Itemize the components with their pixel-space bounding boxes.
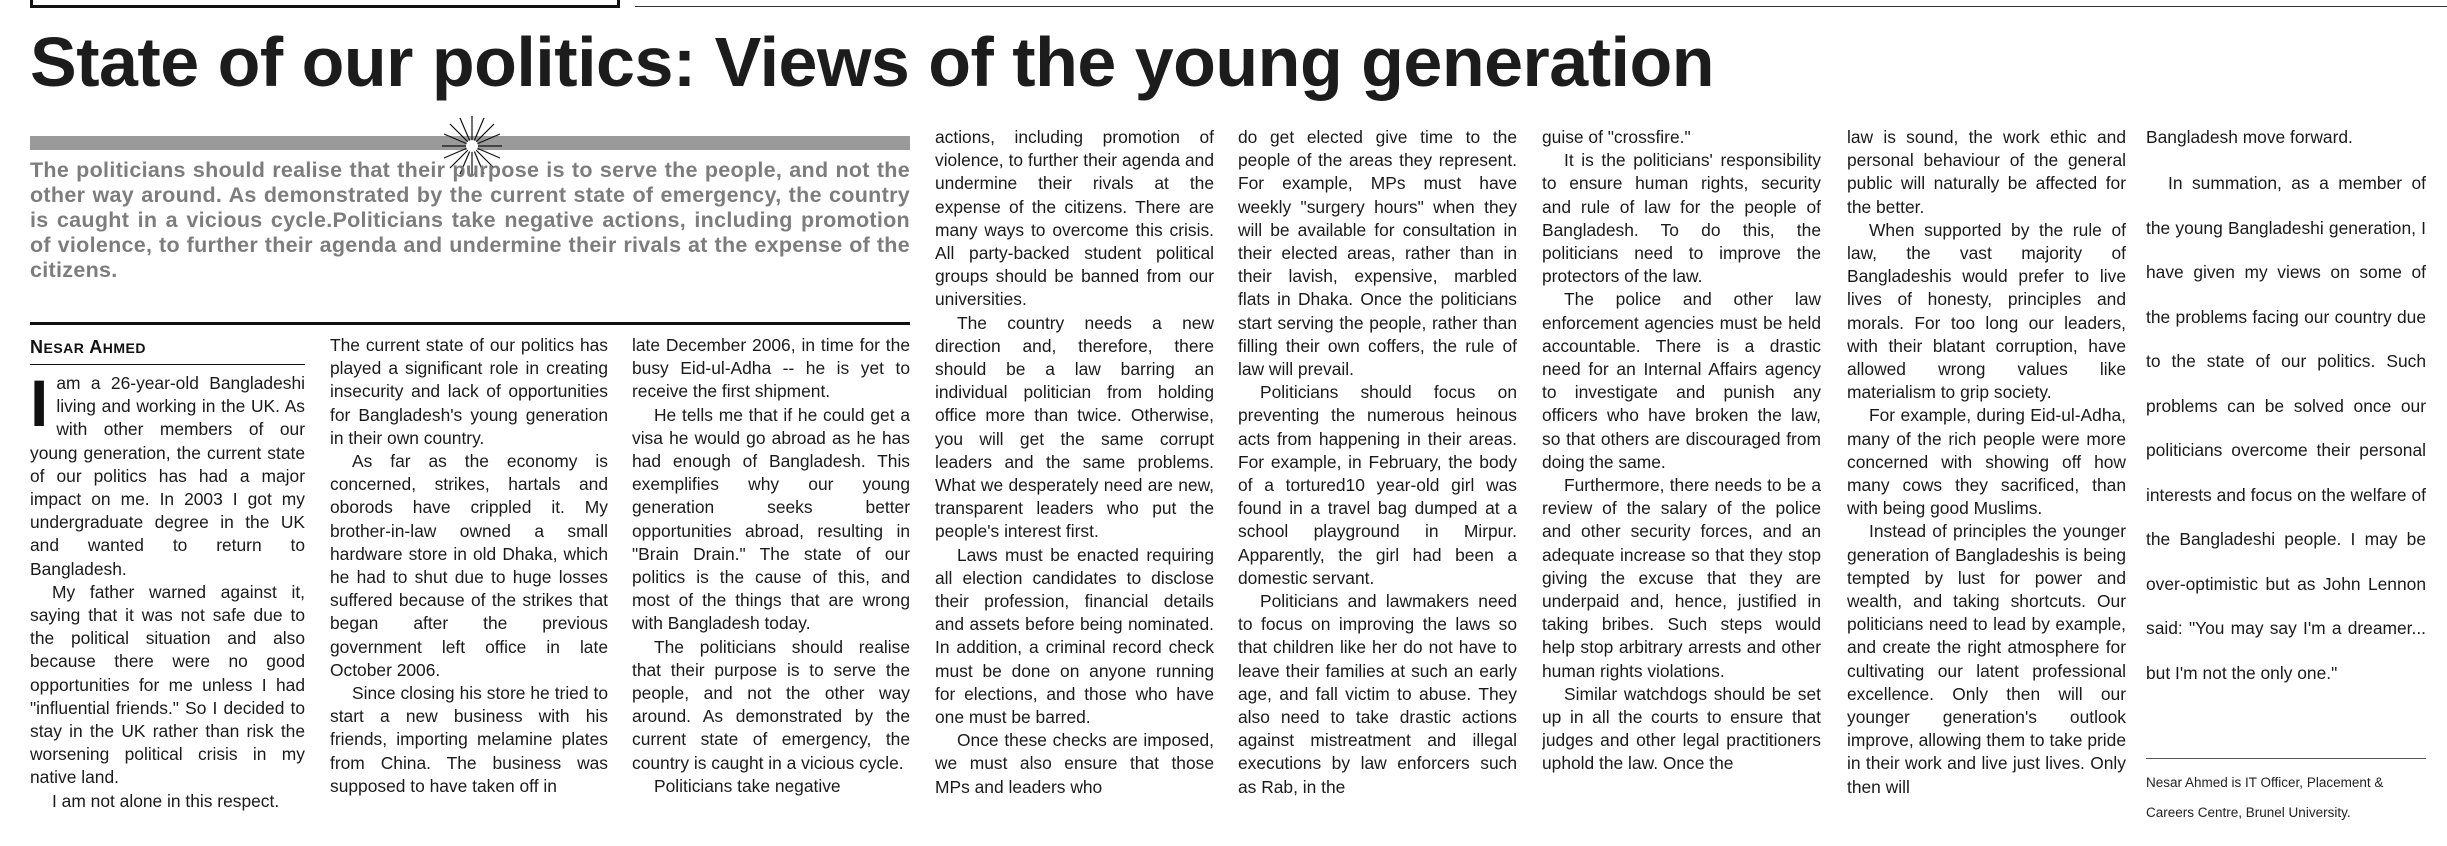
article-column-5 (1238, 126, 1517, 846)
paragraph: Politicians and lawmakers need to focus on improving the laws so that children like her do not have to leave their families at such an early age, and fall victim to abuse. They also need to take drastic actions against mistreatment and illegal executions by law enforcers such as Rab, in the (1238, 591, 1517, 797)
paragraph: As far as the economy is concerned, strikes, hartals and oborods have crippled it. My brother-in-law owned a small hardware store in old Dhaka, which he had to shut due to huge losses suffered because of the strikes that began after the previous government left office in late October 2006. (330, 451, 608, 680)
paragraph (30, 372, 305, 581)
article-column-6 (1542, 126, 1821, 846)
article-column-3 (632, 334, 910, 846)
paragraph: Since closing his store he tried to start a new business with his friends, importing melamine plates from China. The business was supposed to have taken off in (330, 683, 608, 796)
paragraph: The police and other law enforcement agencies must be held accountable. There is a drastic need for an Internal Affairs agency to investigate and punish any officers who have broken the law, so that others are discouraged from doing the same. (1542, 289, 1821, 472)
author-footnote: Nesar Ahmed is IT Officer, Placement & Careers Centre, Brunel University. (2146, 775, 2384, 820)
top-hairline (635, 6, 2447, 7)
paragraph: In summation, as a member of the young Bangladeshi generation, I have given my views on some of the problems facing our country due to the state of our politics. Such problems can be solved once our politicians overcome their personal interests and focus on the welfare of the Bangladeshi people. I may be over-optimistic but as John Lennon said: "You may say I'm a dreamer... but I'm not the only one." (2146, 173, 2426, 683)
paragraph: It is the politicians' responsibility to ensure human rights, security and rule of law for the people of Bangladesh. To do this, the politicians need to improve the protectors of the law. (1542, 150, 1821, 287)
paragraph: Furthermore, there needs to be a review of the salary of the police and other security forces, and an adequate increase so that they stop giving the excuse that they are underpaid and, hence, justified in taking bribes. Such steps would help stop arbitrary arrests and other human rights violations. (1542, 475, 1821, 681)
paragraph: guise of "crossfire." (1542, 127, 1691, 147)
paragraph: Once these checks are imposed, we must also ensure that those MPs and leaders who (935, 730, 1214, 797)
paragraph: do get elected give time to the people of the areas they represent. For example, MPs must have weekly "surgery hours" when they will be available for consultation in their elected areas, rather than in their lavish, expensive, marbled flats in Dhaka. Once the politicians start serving the people, rather than filling their own coffers, the rule of law will prevail. (1238, 127, 1517, 380)
article-column-4 (935, 126, 1214, 846)
paragraph: actions, including promotion of violence, to further their agenda and undermine their rivals at the expense of the citizens. There are many ways to overcome this crisis. All party-backed student political groups should be banned from our universities. (935, 127, 1214, 310)
paragraph: My father warned against it, saying that it was not safe due to the political situation and also because there were no good opportunities for me unless I had "influential friends." So I decided to stay in the UK rather than risk the worsening political crisis in my native land. (30, 581, 305, 788)
article-column-2 (330, 334, 608, 846)
paragraph: The politicians should realise that their purpose is to serve the people, and not the other way around. As demonstrated by the current state of emergency, the country is caught in a vicious cycle. (632, 636, 910, 773)
paragraph: Similar watchdogs should be set up in all the courts to ensure that judges and other legal practitioners uphold the law. Once the (1542, 683, 1821, 774)
paragraph: Laws must be enacted requiring all election candidates to disclose their profession, financial details and assets before being nominated. In addition, a criminal record check must be done on anyone running for elections, and those who have one must be barred. (935, 544, 1214, 728)
article-column-1 (30, 372, 305, 846)
standfirst-rule (30, 322, 910, 325)
drop-cap: I (30, 372, 49, 440)
paragraph: I am not alone in this respect. (52, 790, 280, 811)
article-column-7 (1847, 126, 2126, 846)
footnote-rule (2146, 758, 2426, 759)
headline: State of our politics: Views of the young generation (30, 23, 1714, 101)
paragraph: Politicians should focus on preventing the numerous heinous acts from happening in their areas. For example, in February, the body of a tortured10 year-old girl was found in a travel bag dumped at a school playground in Mirpur. Apparently, the girl had been a domestic servant. (1238, 382, 1517, 588)
paragraph: When supported by the rule of law, the vast majority of Bangladeshis would prefer to live lives of honesty, principles and morals. For too long our leaders, with their blatant corruption, have allowed wrong values like materialism to grip society. (1847, 219, 2126, 403)
paragraph: Instead of principles the younger generation of Bangladeshis is being tempted by lust for power and wealth, and taking shortcuts. Our politicians need to lead by example, and create the right atmosphere for cultivating our latent professional excellence. Only then will our younger generation's outlook improve, allowing them to take pride in their work and live just lives. Only then will (1847, 521, 2126, 797)
byline-initial-first: N (30, 337, 44, 357)
paragraph: He tells me that if he could get a visa he would go abroad as he has had enough of Bangladesh. This exemplifies why our young generation seeks better opportunities abroad, resulting in "Brain Drain." The state of our politics is the cause of this, and most of the things that are wrong with Bangladesh today. (632, 404, 910, 634)
paragraph-text: am a 26-year-old Bangladeshi living and working in the UK. As with other members of our young generation, the current state of our politics has had a major impact on me. In 2003 I got my undergraduate degree in the UK and wanted to return to Bangladesh. (30, 373, 305, 579)
byline-first-rest: ESAR (43, 340, 85, 356)
top-frame-rule (30, 0, 620, 8)
paragraph: law is sound, the work ethic and personal behaviour of the general public will naturally be affected for the better. (1847, 127, 2126, 217)
paragraph: The current state of our politics has played a significant role in creating insecurity and lack of opportunities for Bangladesh's young generation in their own country. (330, 335, 608, 448)
byline-last-rest: HMED (102, 340, 146, 356)
paragraph: Bangladesh move forward. (2146, 127, 2353, 147)
paragraph: late December 2006, in time for the busy Eid-ul-Adha -- he is yet to receive the first shipment. (632, 335, 910, 402)
article-column-8 (2146, 126, 2426, 726)
byline (30, 337, 305, 365)
paragraph: The country needs a new direction and, therefore, there should be a law barring an individual politician from holding office more than twice. Otherwise, you will get the same corrupt leaders and the same problems. What we desperately need are new, transparent leaders who put the people's interest first. (935, 312, 1214, 542)
paragraph: For example, during Eid-ul-Adha, many of the rich people were more concerned with showing off how many cows they sacrificed, than with being good Muslims. (1847, 405, 2126, 519)
byline-initial-last: A (89, 337, 103, 357)
standfirst: The politicians should realise that their purpose is to serve the people, and not the other way around. As demonstrated by the current state of emergency, the country is caught in a vicious cycle.Politicians take negative actions, including promotion of violence, to further their agenda and undermine their rivals at the expense of the citizens. (30, 158, 910, 282)
paragraph: Politicians take negative (654, 775, 841, 796)
